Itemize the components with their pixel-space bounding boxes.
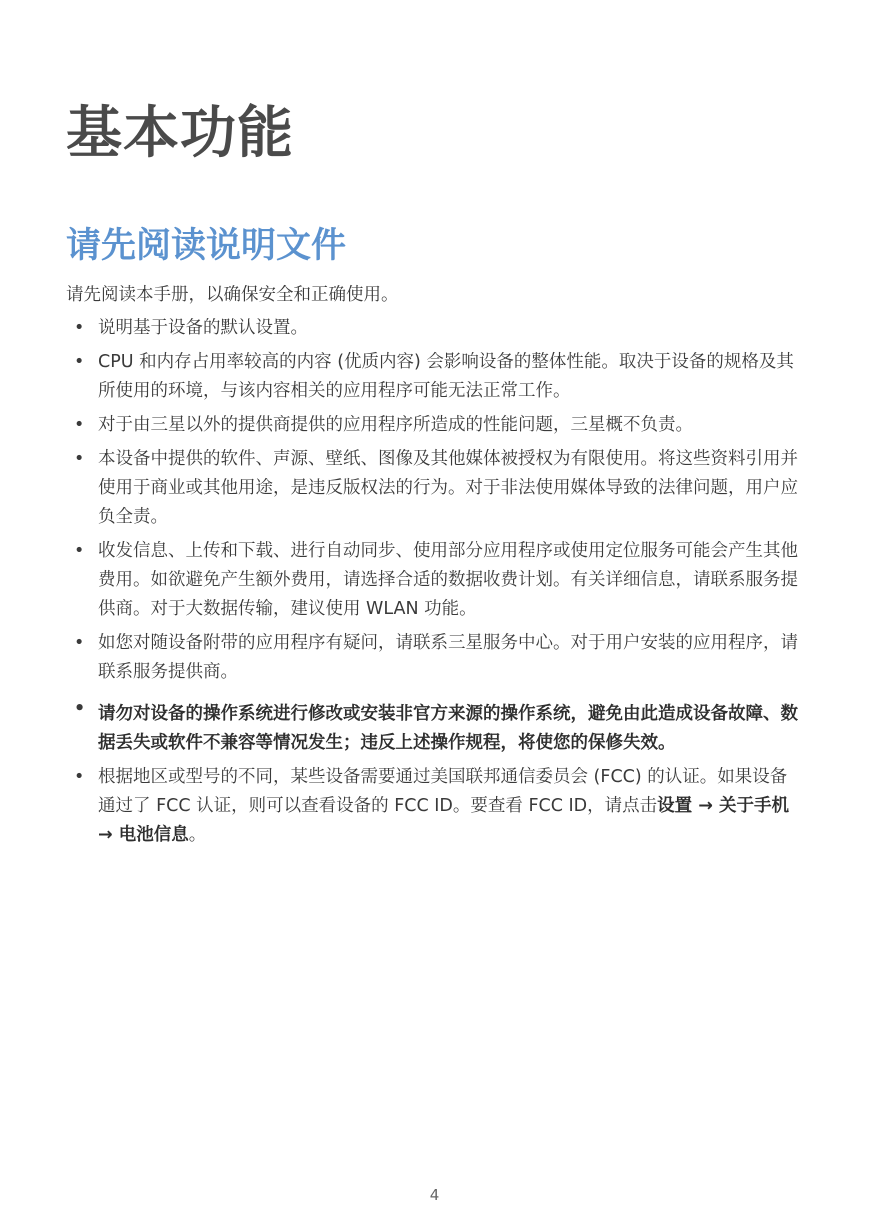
fcc-text-end: 。 bbox=[188, 825, 207, 845]
section-title: 请先阅读说明文件 bbox=[66, 226, 347, 266]
bullet-icon: • bbox=[74, 415, 85, 435]
bullet-icon: • bbox=[74, 633, 85, 653]
list-item bbox=[66, 445, 798, 532]
list-item bbox=[66, 537, 798, 624]
bullet-icon: • bbox=[74, 541, 85, 561]
bullet-icon: • bbox=[74, 699, 86, 719]
list-item-text: 说明基于设备的默认设置。 bbox=[98, 318, 308, 338]
list-item bbox=[66, 314, 798, 343]
list-item-text: 本设备中提供的软件、声源、壁纸、图像及其他媒体被授权为有限使用。将这些资料引用并使用于商业或其他用途，是违反版权法的行为。对于非法使用媒体导致的法律问题，用户应负全责。 bbox=[98, 449, 798, 527]
page-number: 4 bbox=[429, 1186, 440, 1204]
path-arrow: → bbox=[98, 825, 119, 845]
page-title: 基本功能 bbox=[66, 101, 294, 166]
list-item-text: CPU 和内存占用率较高的内容 (优质内容) 会影响设备的整体性能。取决于设备的规格及其所使用的环境，与该内容相关的应用程序可能无法正常工作。 bbox=[98, 352, 794, 401]
bullet-icon: • bbox=[74, 318, 85, 338]
bullet-icon: • bbox=[74, 352, 85, 372]
notice-list bbox=[66, 314, 798, 855]
path-arrow: → bbox=[692, 796, 720, 816]
path-about-phone: 关于手机 bbox=[719, 796, 790, 816]
list-item bbox=[66, 348, 798, 406]
intro-paragraph: 请先阅读本手册，以确保安全和正确使用。 bbox=[66, 285, 399, 305]
warranty-warning-item bbox=[66, 700, 798, 758]
bullet-icon: • bbox=[74, 449, 85, 469]
warranty-warning-text: 请勿对设备的操作系统进行修改或安装非官方来源的操作系统，避免由此造成设备故障、数据丢失或软件不兼容等情况发生；违反上述操作规程，将使您的保修失效。 bbox=[98, 704, 798, 753]
path-battery-info: 电池信息 bbox=[118, 825, 189, 845]
list-item-text: 如您对随设备附带的应用程序有疑问，请联系三星服务中心。对于用户安装的应用程序，请联系服务提供商。 bbox=[98, 633, 798, 682]
list-item-text: 对于由三星以外的提供商提供的应用程序所造成的性能问题，三星概不负责。 bbox=[98, 415, 693, 435]
bullet-icon: • bbox=[74, 767, 85, 787]
list-item-text: 收发信息、上传和下载、进行自动同步、使用部分应用程序或使用定位服务可能会产生其他费用。如欲避免产生额外费用，请选择合适的数据收费计划。有关详细信息，请联系服务提供商。对于大数据传输，建议使用 WLAN 功能。 bbox=[98, 541, 798, 619]
path-settings: 设置 bbox=[657, 796, 693, 816]
list-item bbox=[66, 629, 798, 687]
list-item bbox=[66, 411, 798, 440]
fcc-item bbox=[66, 763, 798, 850]
fcc-text: 根据地区或型号的不同，某些设备需要通过美国联邦通信委员会 (FCC) 的认证。如果设备通过了 FCC 认证，则可以查看设备的 FCC ID。要查看 FCC ID，请点击 bbox=[98, 767, 788, 816]
